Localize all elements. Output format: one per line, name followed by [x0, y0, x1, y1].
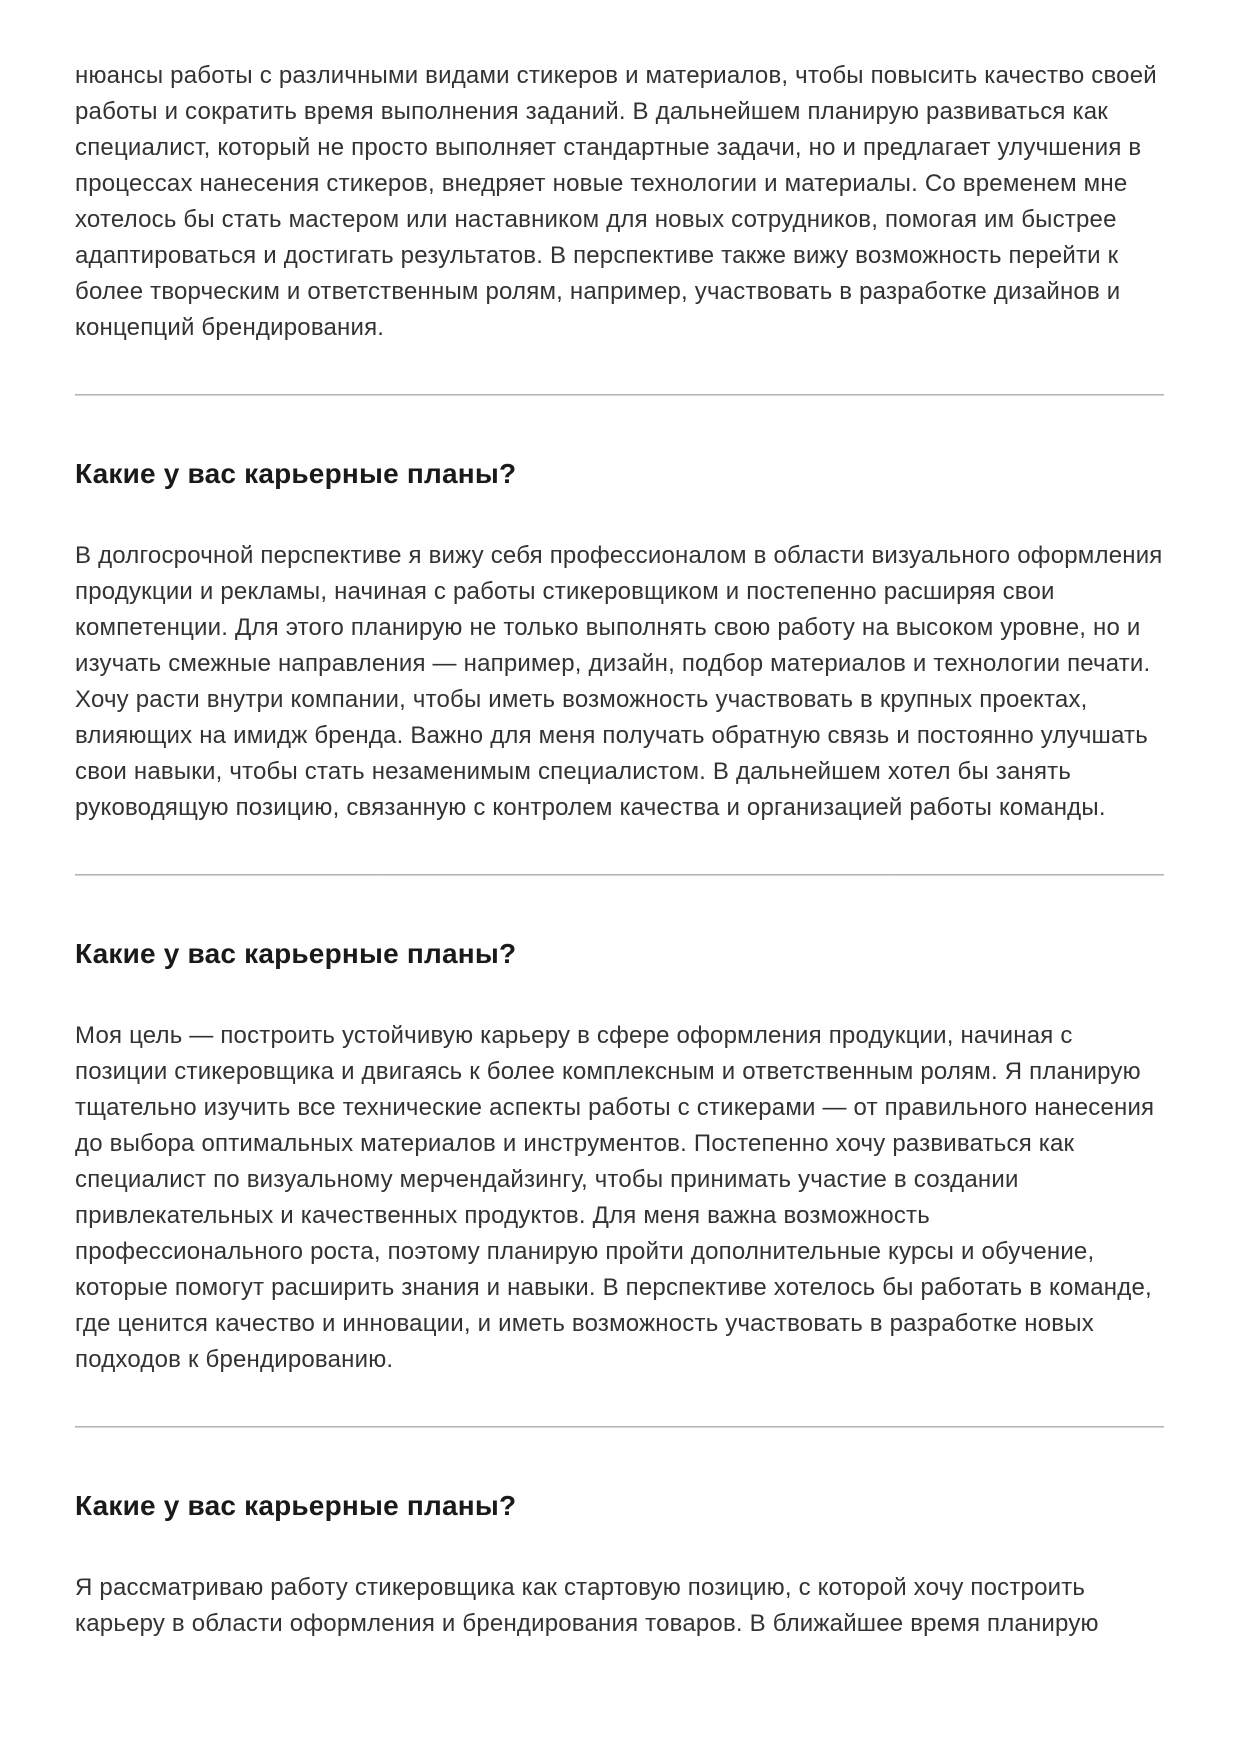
question-heading: Какие у вас карьерные планы?: [75, 1490, 517, 1521]
section-divider: [75, 1426, 1164, 1428]
intro-paragraph: нюансы работы с различными видами стикеров и материалов, чтобы повысить качество своей работы и сократить время выполнения заданий. В дальнейшем планирую развиваться как специалист, который не просто выполняет стандартные задачи, но и предлагает улучшения в процессах нанесения стикеров, внедряет новые технологии и материалы. Со временем мне хотелось бы стать мастером или наставником для новых сотрудников, помогая им быстрее адаптироваться и достигать результатов. В перспективе также вижу возможность перейти к более творческим и ответственным ролям, например, участвовать в разработке дизайнов и концепций брендирования.: [75, 62, 1157, 341]
section-divider: [75, 394, 1164, 396]
answer-paragraph: Я рассматриваю работу стикеровщика как стартовую позицию, с которой хочу построить карьеру в области оформления и брендирования товаров. В ближайшее время планирую: [75, 1574, 1099, 1637]
section-divider: [75, 874, 1164, 876]
answer-paragraph: Моя цель — построить устойчивую карьеру в сфере оформления продукции, начиная с позиции стикеровщика и двигаясь к более комплексным и ответственным ролям. Я планирую тщательно изучить все технические аспекты работы с стикерами — от правильного нанесения до выбора оптимальных материалов и инструментов. Постепенно хочу развиваться как специалист по визуальному мерчендайзингу, чтобы принимать участие в создании привлекательных и качественных продуктов. Для меня важна возможность профессионального роста, поэтому планирую пройти дополнительные курсы и обучение, которые помогут расширить знания и навыки. В перспективе хотелось бы работать в команде, где ценится качество и инновации, и иметь возможность участвовать в разработке новых подходов к брендированию.: [75, 1022, 1155, 1373]
answer-paragraph: В долгосрочной перспективе я вижу себя профессионалом в области визуального оформления продукции и рекламы, начиная с работы стикеровщиком и постепенно расширяя свои компетенции. Для этого планирую не только выполнять свою работу на высоком уровне, но и изучать смежные направления — например, дизайн, подбор материалов и технологии печати. Хочу расти внутри компании, чтобы иметь возможность участвовать в крупных проектах, влияющих на имидж бренда. Важно для меня получать обратную связь и постоянно улучшать свои навыки, чтобы стать незаменимым специалистом. В дальнейшем хотел бы занять руководящую позицию, связанную с контролем качества и организацией работы команды.: [75, 542, 1163, 821]
question-heading: Какие у вас карьерные планы?: [75, 938, 517, 969]
question-heading: Какие у вас карьерные планы?: [75, 458, 517, 489]
